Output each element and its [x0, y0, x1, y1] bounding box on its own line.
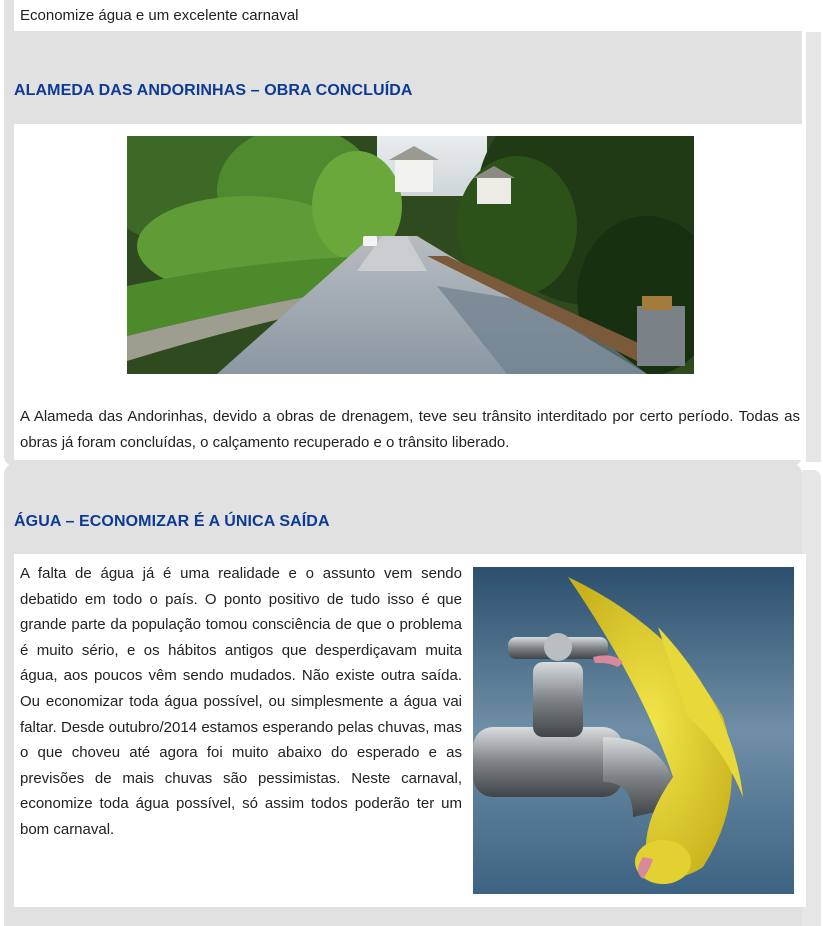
block-right-edge [806, 32, 821, 462]
article-title-alameda: ALAMEDA DAS ANDORINHAS – OBRA CONCLUÍDA [14, 82, 413, 99]
article-body-agua: A falta de água já é uma realidade e o assunto vem sendo debatido em todo o país. O ponto positivo de tudo isso é que grande parte da população tomou consciência de que o problema é muito sério, e os hábitos antigos que desperdiçavam muita água, aos poucos vêm sendo mudados. Não existe outra saída. Ou economizar toda água possível, ou simplesmente a água vai faltar. Desde outubro/2014 estamos esperando pelas chuvas, mas o que choveu até agora foi muito abaixo do esperado e as previsões de mais chuvas são pessimistas. Neste carnaval, economize toda água possível, só assim todos poderão ter um bom carnaval. [20, 565, 462, 838]
article-title-agua: ÁGUA – ECONOMIZAR É A ÚNICA SAÍDA [14, 513, 330, 530]
street-photo [127, 136, 694, 374]
previous-article-last-line: Economize água e um excelente carnaval [20, 7, 299, 24]
article-body-alameda: A Alameda das Andorinhas, devido a obras de drenagem, teve seu trânsito interditado por certo período. Todas as obras já foram concluídas, o calçamento recuperado e o trânsito liberado. [20, 408, 800, 451]
bird-faucet-photo [473, 567, 794, 894]
